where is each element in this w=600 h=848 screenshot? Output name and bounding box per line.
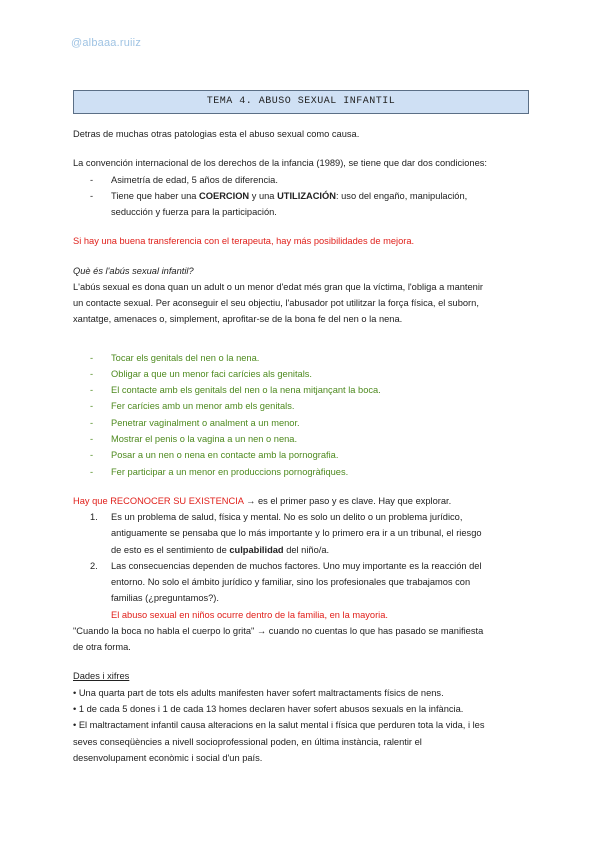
list-item: 1. Es un problema de salud, física y mental. No es solo un delito o un problema jurídico, antiguamente se pensaba que lo más importante y lo primero era ir a un tribunal, el riesgo de esto es el sentimiento de culpabilidad del niño/a. [90,512,482,555]
list-item: - Posar a un nen o nena en contacte amb la pornografia. [90,450,339,461]
dash-bullet: - [90,174,94,185]
recognize-paragraph: Hay que RECONOCER SU EXISTENCIA → es el primer paso y es clave. Hay que explorar. [73,495,452,506]
list-item: • El maltractament infantil causa alteracions en la salut mental i física que perduren tota la vida, i les seves conseqüències a nivell socioprofessional poden, en última instància, ralentir el desenvolupament econòmic i social d'un país. [73,720,485,763]
quote-paragraph: "Cuando la boca no habla el cuerpo lo grita" → cuando no cuentas lo que has pasado se manifiesta de otra forma. [73,625,484,653]
list-item: - Tiene que haber una COERCION y una UTILIZACIÓN: uso del engaño, manipulación, seducción y fuerza para la participación. [73,188,523,221]
list-item: - Obligar a que un menor faci carícies als genitals. [90,368,313,379]
list-item: - Penetrar vaginalment o analment a un menor. [90,417,300,428]
definition-paragraph: L'abús sexual es dona quan un adult o un menor d'edat més gran que la víctima, l'obliga a mantenir un contacte sexual. Per aconseguir el seu objectiu, l'abusador pot utilitzar la força física, el suborn, xantatge, amenaces o, simplement, aprofitar-se de la bona fe del nen o la nena. [73,281,483,325]
list-item: • 1 de cada 5 dones i 1 de cada 13 homes declaren haver sofert abusos sexuals en la infància. [73,703,464,714]
data-heading: Dades i xifres [73,671,130,682]
culpability-term: culpabilidad [229,544,284,555]
list-item: 2. Las consecuencias dependen de muchos factores. Uno muy importante es la reacción del entorno. No solo el ámbito jurídico y familiar, sino los profesionales que trabajamos con familias (¿preguntamos?). [90,560,482,604]
utilization-term: UTILIZACIÓN [277,190,336,201]
family-note: El abuso sexual en niños ocurre dentro de la familia, en la mayoria. [111,609,388,620]
intro-paragraph: Detras de muchas otras patologias esta el abuso sexual como causa. [73,129,360,139]
list-item: - El contacte amb els genitals del nen o la nena mitjançant la boca. [90,385,381,396]
list-item: - Asimetría de edad, 5 años de diferencia. [73,172,523,188]
question-heading: Què és l'abús sexual infantil? [73,265,194,276]
list-item: • Una quarta part de tots els adults manifesten haver sofert maltractaments físics de nens. [73,687,444,698]
list-item: - Fer carícies amb un menor amb els genitals. [90,401,295,412]
list-item: - Tocar els genitals del nen o la nena. [90,352,260,363]
list-item: - Fer participar a un menor en produccions pornogràfiques. [90,466,349,477]
document-body [73,126,523,766]
coercion-term: COERCION [199,190,250,201]
transfer-note: Si hay una buena transferencia con el terapeuta, hay más posibilidades de mejora. [73,236,415,247]
page-title: TEMA 4. ABUSO SEXUAL INFANTIL [73,90,529,114]
convention-paragraph: La convención internacional de los derechos de la infancia (1989), se tiene que dar dos condiciones: [73,158,487,169]
points-list [73,509,523,607]
author-handle: @albaaa.ruiiz [71,37,142,49]
dash-bullet: - [90,190,94,201]
convention-list [73,172,523,221]
list-item: - Mostrar el penis o la vagina a un nen o nena. [90,433,298,444]
examples-list [73,350,523,480]
